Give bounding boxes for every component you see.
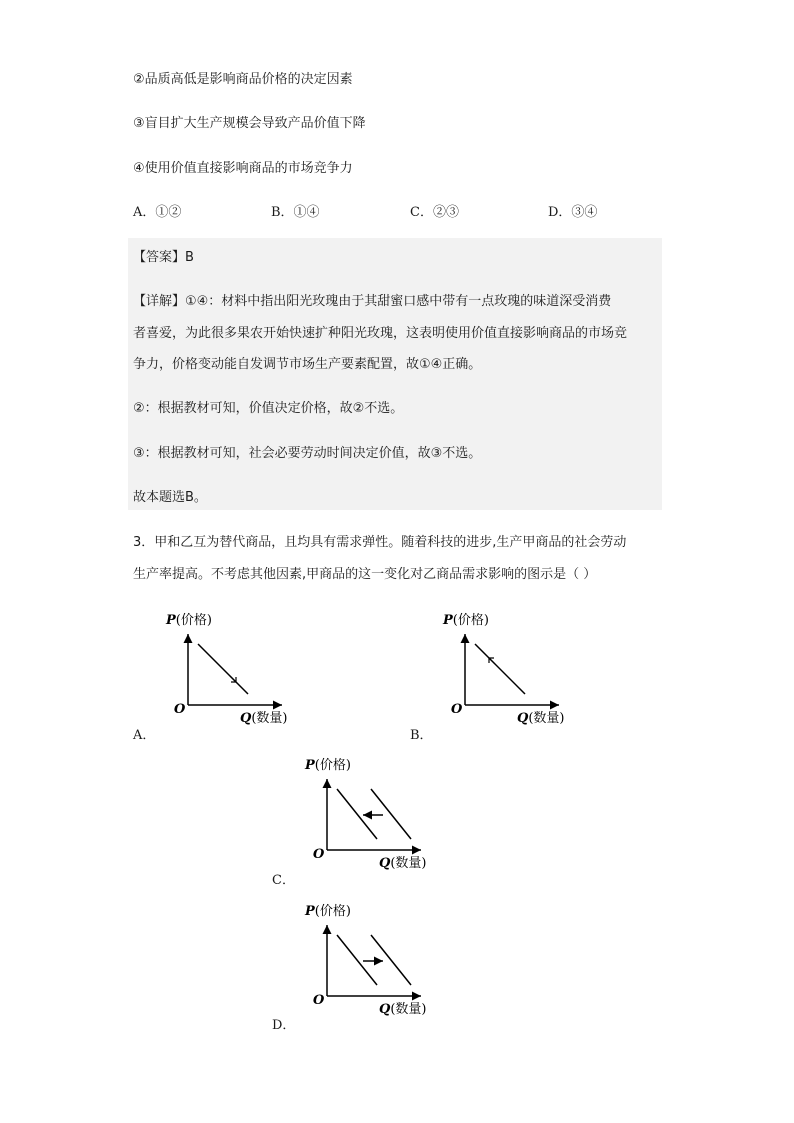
demand-curve <box>475 644 525 694</box>
x-axis-label: Q(数量) <box>379 1002 427 1017</box>
question3-line-2: 生产率提高。不考虑其他因素,甲商品的这一变化对乙商品需求影响的图示是（ ） <box>133 567 597 582</box>
statement-2: ②品质高低是影响商品价格的决定因素 <box>133 72 353 87</box>
origin-label: O <box>174 702 186 717</box>
option-c: C．②③ <box>410 205 459 220</box>
answer-box <box>128 238 662 510</box>
statement-3: ③盲目扩大生产规模会导致产品价值下降 <box>133 116 366 131</box>
statement-4: ④使用价值直接影响商品的市场竞争力 <box>133 161 353 176</box>
question3-line-1: 3．甲和乙互为替代商品，且均具有需求弹性。随着科技的进步,生产甲商品的社会劳动 <box>133 535 627 550</box>
graph-c <box>299 751 449 876</box>
option-a: A．①② <box>133 205 182 220</box>
graph-c-letter: C． <box>272 873 295 888</box>
origin-label: O <box>313 847 325 862</box>
demand-curve-right <box>371 935 411 985</box>
graph-a <box>160 606 310 731</box>
answer-label: 【答案】B <box>133 250 194 265</box>
demand-curve-right <box>371 789 411 839</box>
x-axis-label: Q(数量) <box>379 856 427 871</box>
detail-line-3: 争力，价格变动能自发调节市场生产要素配置，故①④正确。 <box>133 357 482 372</box>
demand-curve <box>198 644 248 694</box>
demand-curve-left <box>337 789 377 839</box>
y-axis-label: P(价格) <box>305 904 351 919</box>
x-axis-label: Q(数量) <box>517 711 565 726</box>
y-axis-label: P(价格) <box>443 613 489 628</box>
arrow-up-along-curve <box>489 658 495 664</box>
origin-label: O <box>451 702 463 717</box>
note-3: ③：根据教材可知，社会必要劳动时间决定价值，故③不选。 <box>133 446 482 461</box>
demand-curve-left <box>337 935 377 985</box>
conclusion: 故本题选B。 <box>133 490 207 505</box>
graph-b <box>437 606 587 731</box>
graph-b-letter: B． <box>410 728 433 743</box>
option-d: D．③④ <box>548 205 598 220</box>
graph-d-letter: D． <box>272 1018 296 1033</box>
detail-line-1: 【详解】①④：材料中指出阳光玫瑰由于其甜蜜口感中带有一点玫瑰的味道深受消费 <box>133 294 612 309</box>
y-axis-label: P(价格) <box>166 613 212 628</box>
detail-line-2: 者喜爱，为此很多果农开始快速扩种阳光玫瑰，这表明使用价值直接影响商品的市场竞 <box>133 326 628 341</box>
graph-a-letter: A． <box>133 728 156 743</box>
origin-label: O <box>313 993 325 1008</box>
arrow-down-along-curve <box>230 676 236 682</box>
x-axis-label: Q(数量) <box>240 711 288 726</box>
option-b: B．①④ <box>271 205 320 220</box>
graph-d <box>299 897 449 1022</box>
note-2: ②：根据教材可知，价值决定价格，故②不选。 <box>133 401 404 416</box>
y-axis-label: P(价格) <box>305 758 351 773</box>
